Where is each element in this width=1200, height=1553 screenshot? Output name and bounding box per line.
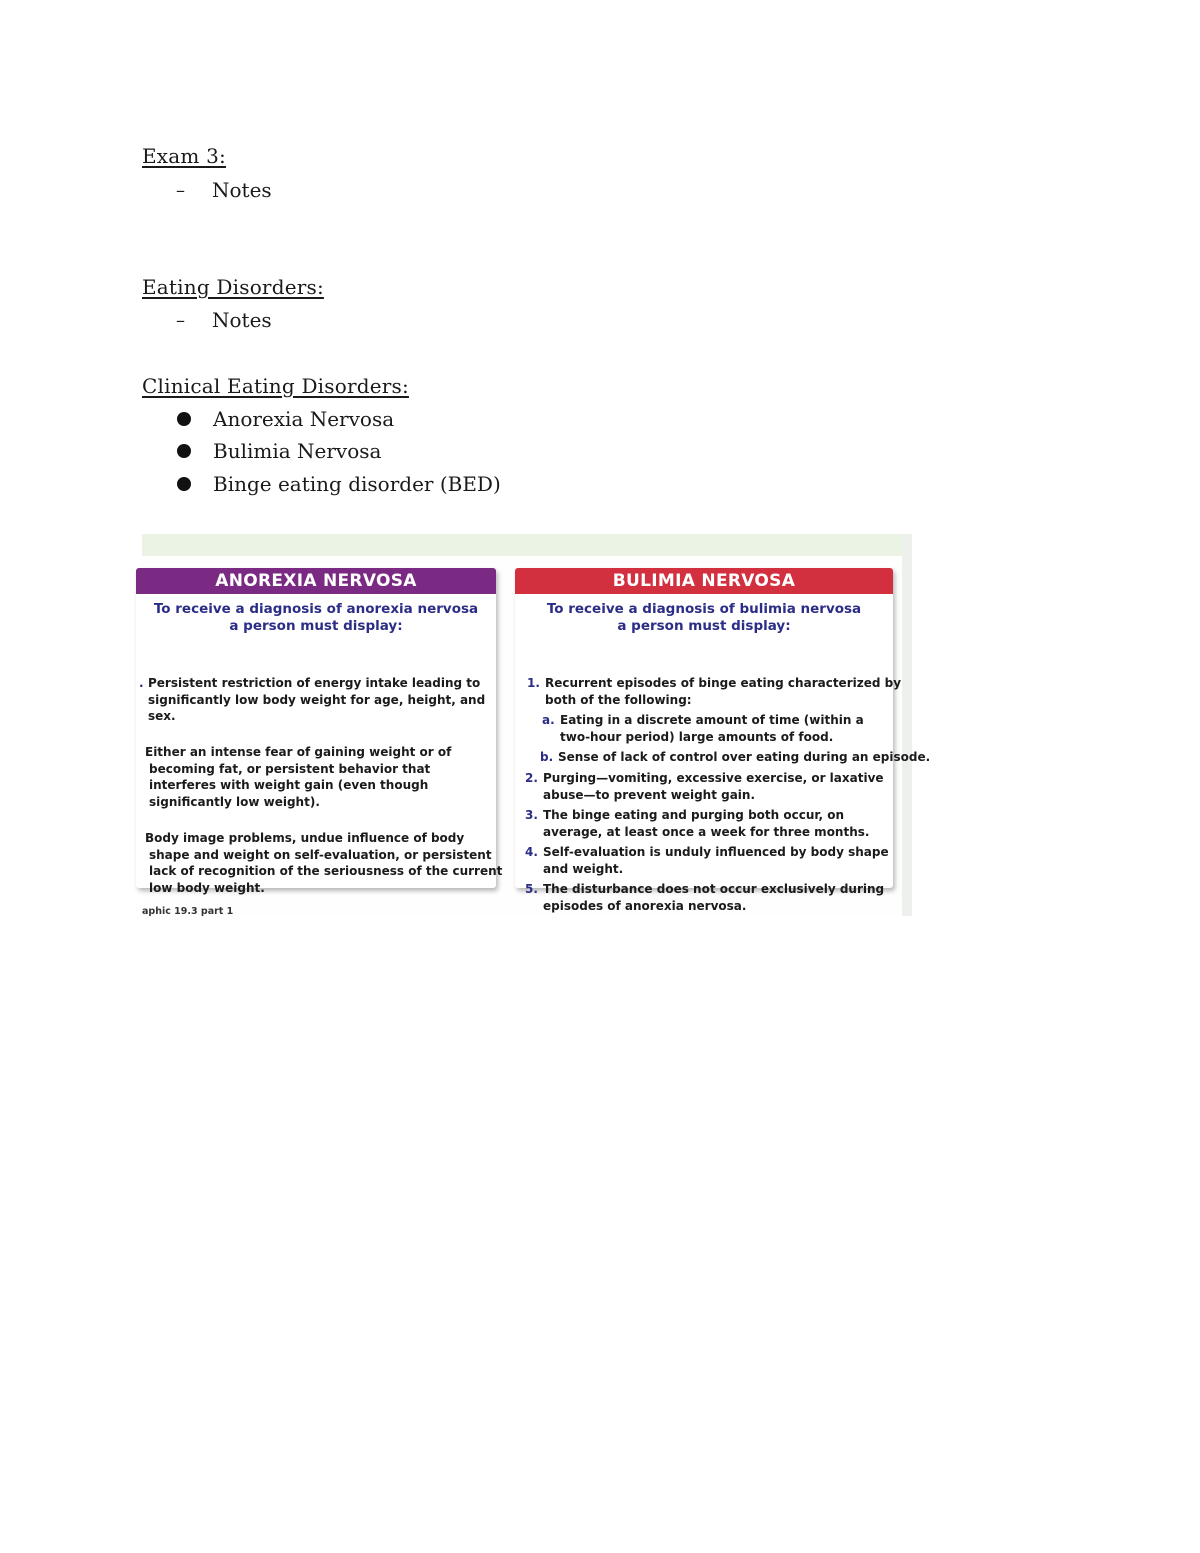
figure-right-band (902, 534, 912, 916)
bullet-icon (177, 412, 191, 426)
bulimia-criterion (525, 770, 884, 803)
list-item-text: Bulimia Nervosa (213, 439, 382, 463)
bulimia-criterion (542, 712, 864, 745)
anorexia-subtitle-line-2: a person must display: (229, 618, 403, 634)
dash-marker: – (176, 179, 185, 201)
bulimia-criterion-number: a. (542, 713, 555, 727)
bulimia-criterion-line: abuse—to prevent weight gain. (543, 787, 756, 802)
bulimia-criterion-line: Purging—vomiting, excessive exercise, or laxative (543, 771, 884, 785)
bulimia-title: BULIMIA NERVOSA (515, 568, 893, 594)
list-item-text: Binge eating disorder (BED) (213, 472, 501, 496)
anorexia-card (136, 568, 503, 895)
bulimia-criterion (525, 807, 870, 840)
bulimia-criterion-number: 2. (525, 771, 538, 785)
anorexia-criterion-line: significantly low body weight for age, height, and (148, 692, 486, 707)
bulimia-criterion (527, 675, 902, 708)
list-item (176, 178, 272, 202)
anorexia-title: ANOREXIA NERVOSA (136, 568, 496, 594)
bulimia-criterion (525, 881, 885, 914)
list-item (176, 439, 381, 463)
figure-top-band (142, 534, 912, 556)
anorexia-criterion-line: lack of recognition of the seriousness of the current (149, 864, 503, 878)
anorexia-criterion-line: Persistent restriction of energy intake leading to (148, 676, 481, 690)
anorexia-criterion-line: interferes with weight gain (even though (149, 778, 429, 792)
list-item (176, 407, 394, 431)
bulimia-criterion-line: Self-evaluation is unduly influenced by body shape (543, 845, 889, 859)
anorexia-criterion-line: significantly low weight). (149, 794, 320, 809)
heading-exam-3: Exam 3: (142, 144, 226, 168)
bulimia-criterion-line: average, at least once a week for three months. (543, 824, 870, 839)
diagnosis-figure (139, 534, 931, 917)
heading-eating-disorders: Eating Disorders: (142, 275, 324, 299)
anorexia-subtitle (136, 601, 496, 635)
list-item (176, 472, 501, 496)
bulimia-subtitle-line-1: To receive a diagnosis of bulimia nervosa (546, 601, 862, 617)
bulimia-criterion-number: 3. (525, 808, 538, 822)
anorexia-criterion-line: sex. (148, 709, 176, 723)
figure-caption: aphic 19.3 part 1 (142, 906, 234, 917)
anorexia-criterion-line: shape and weight on self-evaluation, or persistent (149, 847, 492, 862)
list-item-text: Anorexia Nervosa (213, 407, 395, 431)
bulimia-criterion (540, 749, 931, 766)
bulimia-criterion-number: 4. (525, 845, 538, 859)
list-item-text: Notes (212, 308, 272, 332)
bulimia-criterion-line: two-hour period) large amounts of food. (560, 729, 834, 744)
bulimia-subtitle-line-2: a person must display: (617, 618, 791, 634)
bulimia-subtitle (515, 601, 893, 635)
bulimia-criterion-number: 5. (525, 882, 538, 896)
list-item (176, 308, 272, 332)
bulimia-criterion-line: both of the following: (545, 692, 692, 707)
bulimia-criterion-line: and weight. (543, 861, 624, 876)
anorexia-criterion (139, 675, 486, 725)
bulimia-card (515, 568, 931, 913)
anorexia-subtitle-line-1: To receive a diagnosis of anorexia nervosa (153, 601, 479, 617)
anorexia-criterion-line: Either an intense fear of gaining weight or of (145, 745, 452, 759)
anorexia-criterion (145, 830, 502, 896)
anorexia-criterion-line: low body weight. (149, 880, 265, 895)
heading-clinical-eating-disorders: Clinical Eating Disorders: (142, 374, 409, 398)
bulimia-criterion-line: episodes of anorexia nervosa. (543, 898, 747, 913)
dash-marker: – (176, 309, 185, 331)
list-item-text: Notes (212, 178, 272, 202)
bullet-icon (177, 477, 191, 491)
anorexia-criterion-number: . (139, 676, 144, 690)
bulimia-criterion-line: Sense of lack of control over eating during an episode. (558, 750, 931, 764)
bulimia-criterion-line: Recurrent episodes of binge eating characterized by (545, 676, 902, 690)
bulimia-criterion-number: 1. (527, 676, 540, 690)
bulimia-criterion-number: b. (540, 750, 554, 764)
bulimia-criterion-line: The binge eating and purging both occur, on (543, 808, 845, 822)
anorexia-criterion-line: Body image problems, undue influence of body (145, 831, 465, 845)
bulimia-criterion-line: The disturbance does not occur exclusively during (543, 882, 885, 896)
anorexia-criterion-line: becoming fat, or persistent behavior that (149, 761, 431, 776)
bulimia-criterion-line: Eating in a discrete amount of time (within a (560, 713, 864, 727)
bullet-icon (177, 444, 191, 458)
anorexia-criterion (145, 744, 451, 810)
bulimia-criterion (525, 844, 889, 877)
